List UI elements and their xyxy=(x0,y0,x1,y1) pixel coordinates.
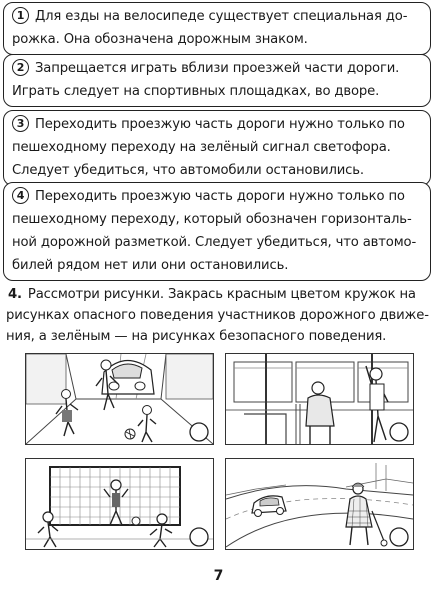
rule-number: 4 xyxy=(12,187,29,204)
children-football-goal-illustration xyxy=(26,459,213,549)
task-text: Рассмотри рисунки. Закрась красным цветом кружок на рисунках опасного поведения участников дорожного движения, а зелёным — на рисунках безопасного поведения. xyxy=(6,287,429,344)
rule-2 xyxy=(3,54,431,107)
rule-number: 2 xyxy=(12,59,29,76)
bus-passengers-illustration xyxy=(226,354,413,444)
answer-circle[interactable] xyxy=(190,423,208,441)
rule-text: Запрещается играть вблизи проезжей части дороги. Играть следует на спортивных площадках, во дворе. xyxy=(12,61,400,99)
picture-3 xyxy=(25,458,214,550)
answer-circle[interactable] xyxy=(390,423,408,441)
rule-3 xyxy=(3,110,431,186)
rule-number: 3 xyxy=(12,115,29,132)
task-4 xyxy=(6,284,432,347)
children-playing-near-car-illustration xyxy=(26,354,213,444)
page-number: 7 xyxy=(213,568,224,584)
task-number: 4. xyxy=(8,287,22,302)
rule-text: Для езды на велосипеде существует специальная дорожка. Она обозначена дорожным знаком. xyxy=(12,9,408,47)
answer-circle[interactable] xyxy=(390,528,408,546)
answer-circle[interactable] xyxy=(190,528,208,546)
picture-1 xyxy=(25,353,214,445)
rule-4 xyxy=(3,182,431,281)
girl-near-road-illustration xyxy=(226,459,413,549)
picture-4 xyxy=(225,458,414,550)
rule-number: 1 xyxy=(12,7,29,24)
picture-2 xyxy=(225,353,414,445)
rule-text: Переходить проезжую часть дороги нужно только по пешеходному переходу, который обозначен горизонтальной дорожной разметкой. Следует убедиться, что автомобилей рядом нет или они остановились. xyxy=(12,189,417,273)
rule-text: Переходить проезжую часть дороги нужно только по пешеходному переходу на зелёный сигнал светофора. Следует убедиться, что автомобили остановились. xyxy=(12,117,405,178)
rule-1 xyxy=(3,2,431,55)
